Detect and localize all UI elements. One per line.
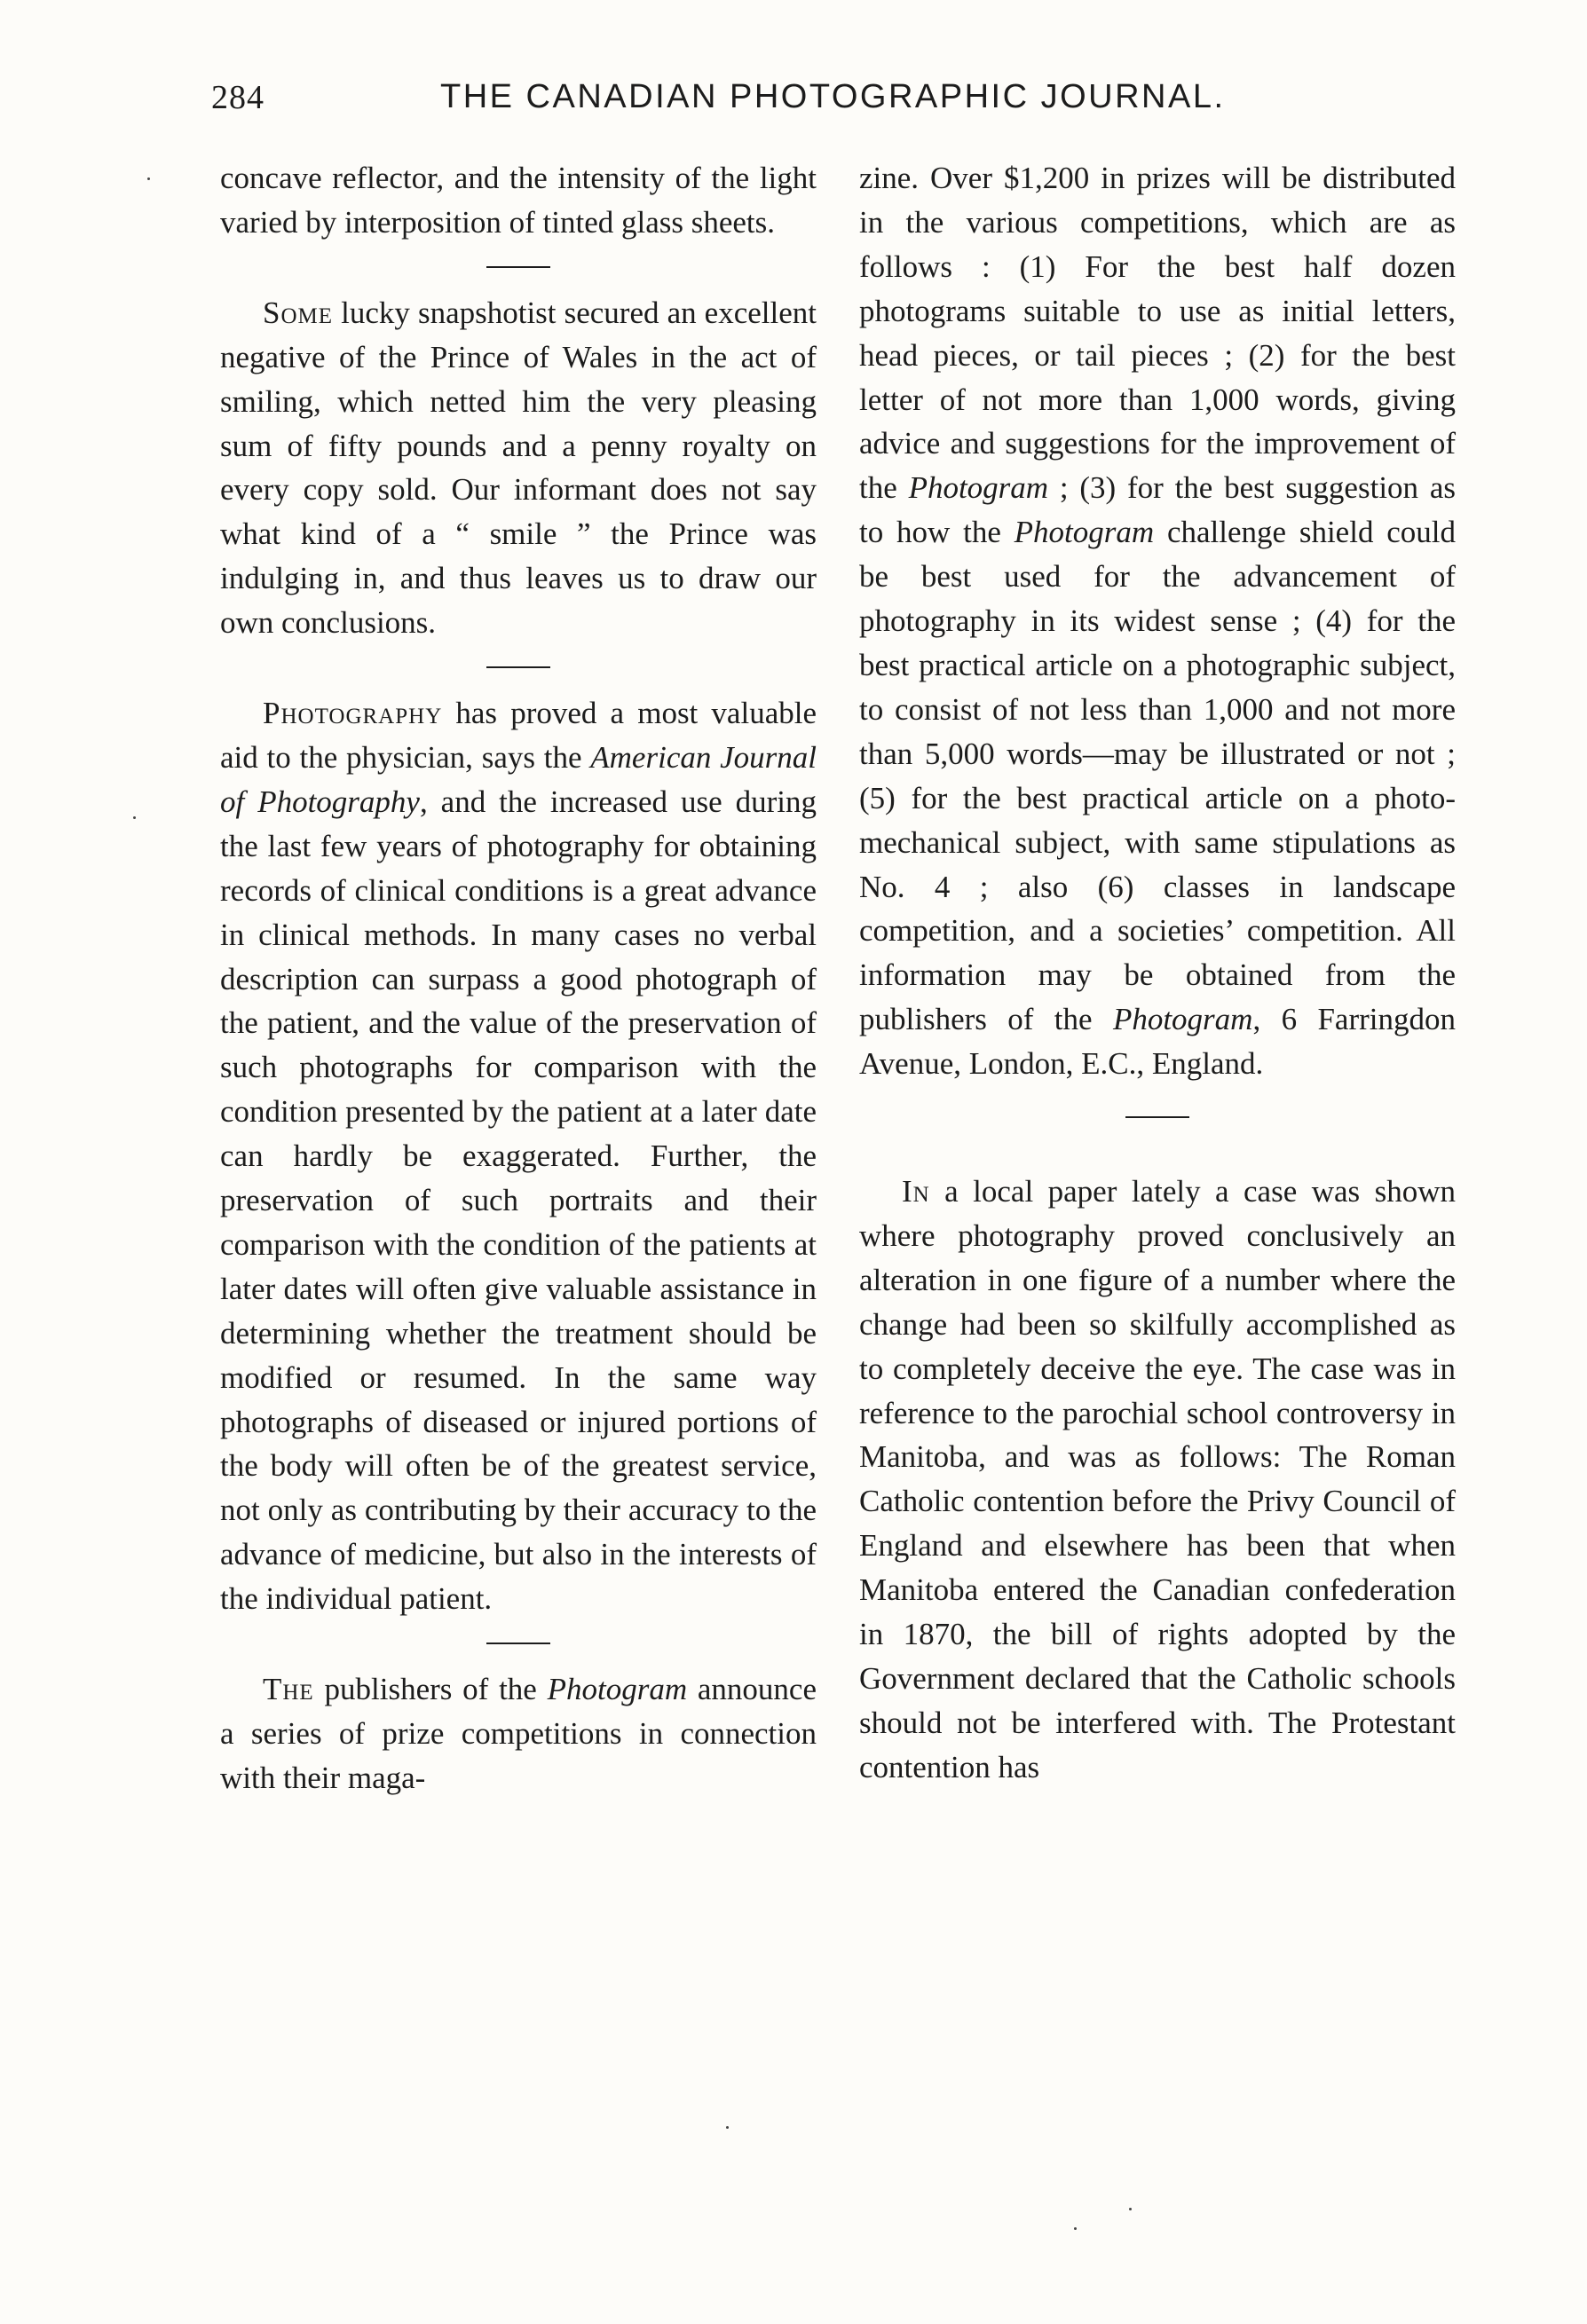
article-body: challenge shield could be best used for the advancement of photography in its widest sense ; (4) for the best practical article on a photographic subject, to consist of not less than 1,000 and not more than 5,000 words—may be illustrated or not ; (5) for the best practical article on a photo-mechanical subject, with same stipulations as No. 4 ; also (6) classes in landscape competition, and a societies’ competition. All information may be obtained from the publishers of the [859, 515, 1456, 1037]
article-body: zine. Over $1,200 in prizes will be distributed in the various competitions, which are as follows : (1) For the best half dozen photograms suitable to use as initial letters, head pieces, or tail pieces ; (2) for the best letter of not more than 1,000 words, giving advice and suggestions for the improvement of the [859, 161, 1456, 506]
article-lead-word: Photography [263, 696, 443, 731]
article-body: a local paper lately a case was shown where photography proved conclusively an alteration in one figure of a number where the change had been so skilfully accomplished as to completely deceive the eye. The case was in reference to the parochial school controversy in Manitoba, and was as follows: The Roman Catholic contention before the Privy Council of England and elsewhere has been that when Manitoba entered the Canadian confederation in 1870, the bill of rights adopted by the Government declared that the Catholic schools should not be interfered with. The Protestant contention has [859, 1174, 1456, 1784]
article-lead-word: In [902, 1174, 930, 1209]
journal-citation: American Journal of Photography [220, 739, 817, 819]
right-column [859, 156, 1456, 1790]
article-medical-photography [220, 691, 817, 1621]
journal-citation: Photogram [1014, 515, 1155, 550]
section-divider [486, 266, 550, 268]
article-body: , and the increased use during the last few years of photography for obtaining records of clinical conditions is a great advance in clinical methods. In many cases no verbal description can surpass a good photograph of the patient, and the value of the preservation of such photographs for comparison with the condition presented by the patient at a later date can hardly be exaggerated. Further, the preservation of such portraits and their comparison with the condition of the patients at later dates will often give valuable assistance in determining whether the treatment should be modified or resumed. In the same way photographs of diseased or injured portions of the body will often be of the greatest service, not only as contributing by their accuracy to the advance of medicine, but also in the interests of the individual patient. [220, 784, 817, 1617]
article-lead-word: Some [263, 295, 334, 330]
section-divider [486, 1643, 550, 1644]
journal-citation: Photogram [1112, 1002, 1253, 1037]
page-header [211, 78, 1472, 122]
article-body: has proved a most valuable aid to the physician, says the [220, 696, 817, 775]
journal-title: THE CANADIAN PHOTOGRAPHIC JOURNAL. [440, 78, 1226, 115]
article-manitoba-case [859, 1170, 1456, 1790]
article-body: lucky snapshotist secured an excellent negative of the Prince of Wales in the act of smiling, which netted him the very pleasing sum of fifty pounds and a penny royalty on every copy sold. Our informant does not say what kind of a “ smile ” the Prince was indulging in, and thus leaves us to draw our own conclusions. [220, 295, 817, 641]
article-body: announce a series of prize competitions in connection with their maga- [220, 1672, 817, 1795]
print-speck [1074, 2227, 1077, 2230]
article-prince-of-wales [220, 291, 817, 645]
article-reflector-end: concave reflector, and the intensity of the light varied by interposition of tinted glass sheets. [220, 161, 817, 240]
section-divider [1125, 1116, 1189, 1118]
print-speck [133, 816, 136, 819]
article-lead-word: The [263, 1672, 314, 1707]
section-divider [486, 666, 550, 668]
print-speck [147, 177, 150, 180]
print-speck [726, 2126, 729, 2129]
article-body: publishers of the [313, 1672, 548, 1707]
print-speck [1129, 2208, 1132, 2210]
journal-citation: Photogram [908, 470, 1049, 506]
page-number: 284 [211, 79, 264, 116]
article-prize-competitions-start [220, 1667, 817, 1800]
article-body: ; (3) for the best suggestion as to how the [859, 470, 1456, 550]
article-body: , 6 Farringdon Avenue, London, E.C., England. [859, 1002, 1456, 1082]
left-column [220, 156, 817, 1800]
journal-citation: Photogram [547, 1672, 688, 1707]
article-prize-competitions-end [859, 156, 1456, 1086]
